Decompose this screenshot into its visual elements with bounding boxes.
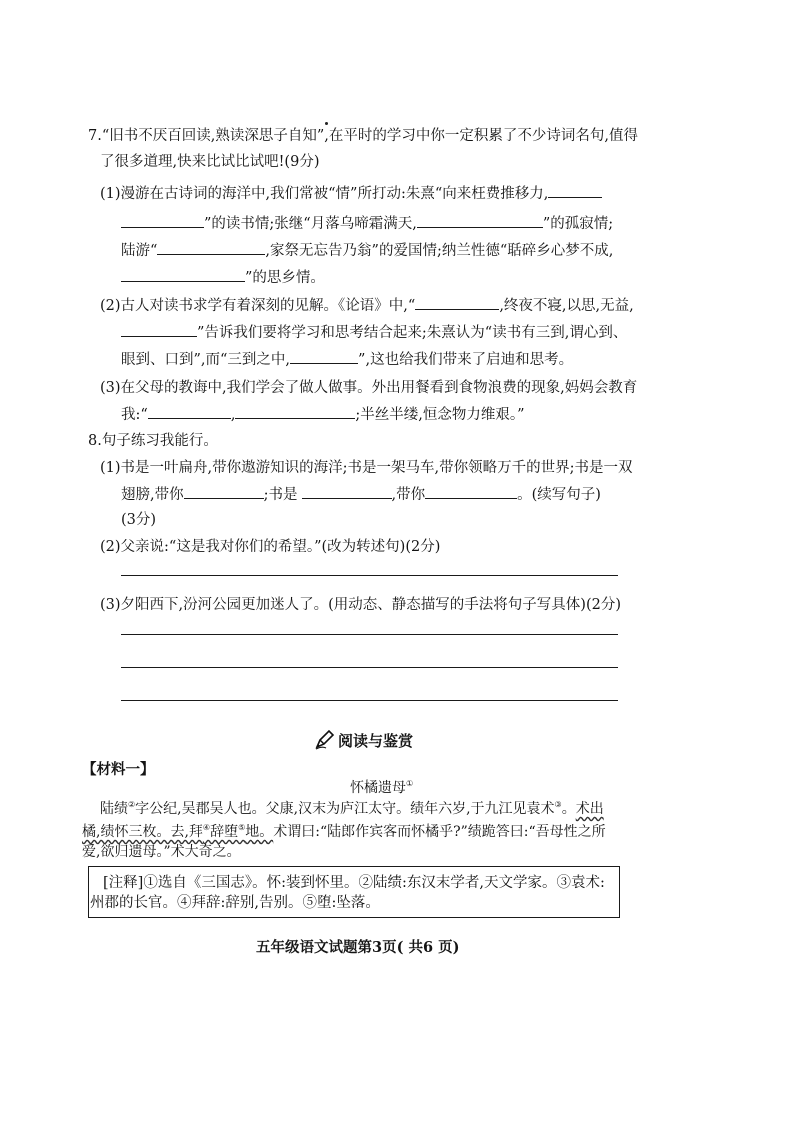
q7-p2-blank-1[interactable] <box>415 295 499 310</box>
classic-text-line3: 爱,欲归遗母。”术大奇之。 <box>82 844 241 860</box>
classic-l2-b: 辞堕 <box>210 824 239 840</box>
note-mark-5: ⑤ <box>238 823 246 832</box>
q7-p2-text-c: ”告诉我们要将学习和思考结合起来;朱熹认为“读书有三到,谓心到、 <box>197 325 628 341</box>
q7-p1-text-e: ,家祭无忘告乃翁”的爱国情;纳兰性德“聒碎乡心梦不成, <box>265 243 614 259</box>
classic-l2-a: 橘,绩怀三枚。去,拜 <box>82 824 203 840</box>
classic-l1-a: 陆绩 <box>100 801 128 817</box>
q7-p1-blank-5[interactable] <box>121 267 245 282</box>
q8-p1-text-e: 。(续写句子) <box>517 487 601 503</box>
q7-p1-blank-2[interactable] <box>121 213 204 228</box>
q7-p2-text-b: ,终夜不寝,以思,无益, <box>499 298 634 314</box>
q7-p1-text-c: ”的孤寂情; <box>542 216 614 232</box>
q8-part1-line1: (1)书是一叶扁舟,带你遨游知识的海洋;书是一架马车,带你领略万千的世界;书是一双 <box>100 460 633 476</box>
q7-p1-text-f: ”的思乡情。 <box>245 270 325 286</box>
reading-section-label: 阅读与鉴赏 <box>338 732 414 750</box>
classic-title-note-mark: ① <box>406 779 414 788</box>
q8-p1-text-b: 翅膀,带你 <box>121 487 184 503</box>
stray-dot-mark <box>325 122 328 125</box>
q7-stem-line2: 了很多道理,快来比试比试吧!(9分) <box>100 154 320 170</box>
classic-l2-wavy-group <box>82 824 273 840</box>
note-mark-4: ④ <box>202 823 211 832</box>
q7-part1-line4 <box>121 267 325 288</box>
q7-p1-text-b: ”的读书情;张继“月落乌啼霜满天, <box>204 216 417 232</box>
q7-part3-line2 <box>121 404 525 425</box>
q7-p3-text-c: , <box>230 407 236 423</box>
q8-p1-blank-2[interactable] <box>302 484 392 499</box>
q7-p2-blank-2[interactable] <box>121 322 197 337</box>
q7-p1-blank-4[interactable] <box>157 240 265 255</box>
annotation-line1: [注释]①选自《三国志》。怀:装到怀里。②陆绩:东汉末学者,天文学家。③袁术: <box>103 875 605 891</box>
q7-p1-blank-3[interactable] <box>417 213 543 228</box>
q8-stem: 8.句子练习我能行。 <box>88 433 218 449</box>
q7-p3-text-d: ;半丝半缕,恒念物力维艰。” <box>355 407 525 423</box>
q7-p3-blank-2[interactable] <box>235 404 355 419</box>
classic-text-line1 <box>100 799 604 819</box>
q7-p2-text-a: (2)古人对读书求学有着深刻的见解。《论语》中,“ <box>100 298 416 314</box>
reading-section-title <box>314 728 413 756</box>
q8-part3-answer-line-3[interactable] <box>121 700 618 701</box>
classic-l1-wavy: 术出 <box>575 801 604 817</box>
q8-part1-line2 <box>121 484 601 505</box>
q7-p2-text-d: 眼到、口到”,而“三到之中, <box>121 352 291 368</box>
q8-p1-blank-1[interactable] <box>184 484 264 499</box>
q7-part3-line1: (3)在父母的教诲中,我们学会了做人做事。外出用餐看到食物浪费的现象,妈妈会教育 <box>100 380 638 396</box>
pen-icon <box>314 728 336 756</box>
q7-p1-text-d: 陆游“ <box>121 243 158 259</box>
q7-p2-blank-3[interactable] <box>290 349 358 364</box>
q7-part1-line3 <box>121 240 613 261</box>
q8-part2-answer-line[interactable] <box>121 575 618 576</box>
classic-l1-c: 。 <box>561 801 576 817</box>
q7-p3-text-b: 我:“ <box>121 407 148 423</box>
q7-part1-line1 <box>100 183 602 204</box>
q8-p1-text-c: ;书是 <box>263 487 298 503</box>
q8-p1-text-d: ,带你 <box>391 487 426 503</box>
note-mark-2: ② <box>128 800 136 809</box>
q8-part3-answer-line-1[interactable] <box>121 634 618 635</box>
classic-title-text: 怀橘遗母 <box>350 780 406 796</box>
q8-part3-prompt: (3)夕阳西下,汾河公园更加迷人了。(用动态、静态描写的手法将句子写具体)(2分) <box>100 597 621 613</box>
q8-p1-blank-3[interactable] <box>425 484 517 499</box>
q7-part2-line2 <box>121 322 627 343</box>
q7-p3-blank-1[interactable] <box>148 404 231 419</box>
q8-part2-prompt: (2)父亲说:“这是我对你们的希望。”(改为转述句)(2分) <box>100 539 441 555</box>
q7-part2-line3 <box>121 349 573 370</box>
q7-p1-text-a: (1)漫游在古诗词的海洋中,我们常被“情”所打动:朱熹“向来枉费推移力, <box>100 186 549 202</box>
classic-l1-b: 字公纪,吴郡吴人也。父康,汉末为庐江太守。绩年六岁,于九江见袁术 <box>135 801 555 817</box>
classic-l2-d: 术谓曰:“陆郎作宾客而怀橘乎?”绩跪答曰:“吾母性之所 <box>273 824 606 840</box>
note-mark-3: ③ <box>554 800 562 809</box>
q7-stem-line1: 7.“旧书不厌百回读,熟读深思子自知”,在平时的学习中你一定积累了不少诗词名句,值得 <box>88 128 638 144</box>
material-one-label: 【材料一】 <box>82 761 155 778</box>
classic-text-title <box>350 778 413 798</box>
classic-text-line2 <box>82 822 606 842</box>
q7-part2-line1 <box>100 295 634 316</box>
q7-part1-line2 <box>121 213 613 234</box>
annotation-line2: 州郡的长官。④拜辞:辞别,告别。⑤堕:坠落。 <box>90 895 380 911</box>
q8-part1-score: (3分) <box>121 512 157 528</box>
page-footer: 五年级语文试题第3页( 共6 页) <box>256 939 460 956</box>
q8-part3-answer-line-2[interactable] <box>121 667 618 668</box>
q7-p1-blank-1[interactable] <box>548 183 602 198</box>
classic-l2-c: 地。 <box>245 824 274 840</box>
q7-p2-text-e: ”,这也给我们带来了启迪和思考。 <box>358 352 574 368</box>
